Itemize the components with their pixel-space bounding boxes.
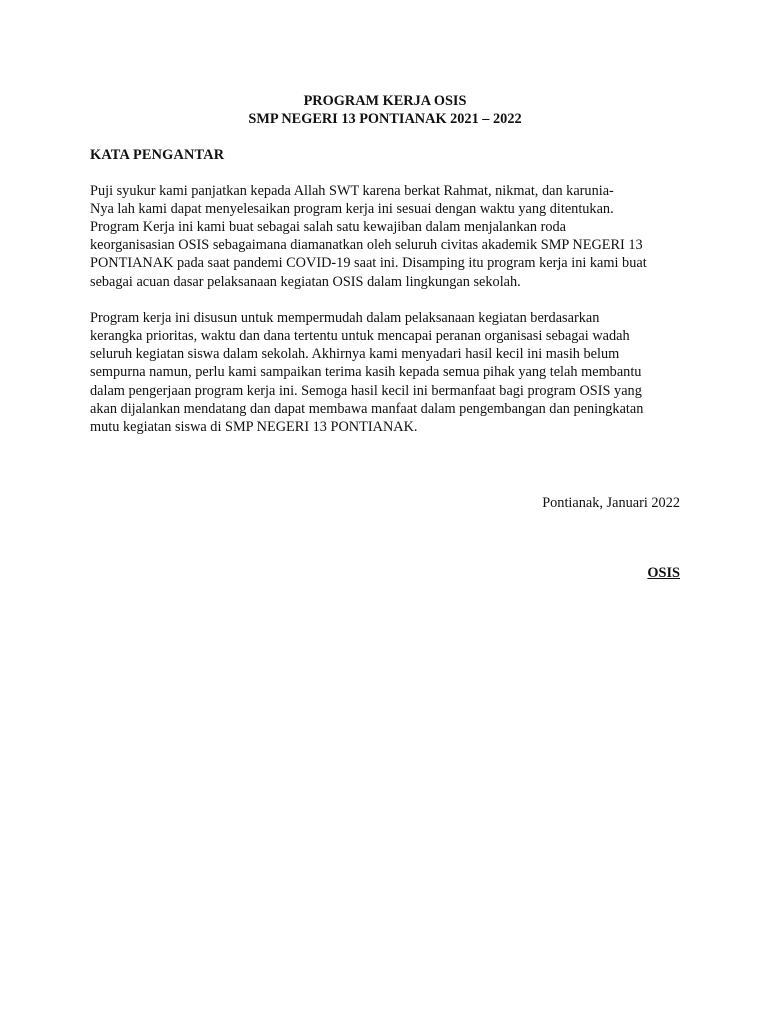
paragraph-line: sempurna namun, perlu kami sampaikan terima kasih kepada semua pihak yang telah membantu (90, 364, 642, 381)
paragraph-line: kerangka prioritas, waktu dan dana tertentu untuk mencapai peranan organisasi sebagai wadah (90, 328, 630, 345)
paragraph-line: sebagai acuan dasar pelaksanaan kegiatan OSIS dalam lingkungan sekolah. (90, 273, 521, 290)
place-and-date: Pontianak, Januari 2022 (542, 495, 680, 512)
paragraph-1 (90, 182, 680, 291)
paragraph-line: PONTIANAK pada saat pandemi COVID-19 saat ini. Disamping itu program kerja ini kami buat (90, 255, 647, 272)
document-page (90, 92, 680, 597)
signature-label: OSIS (647, 565, 680, 582)
paragraph-line: dalam pengerjaan program kerja ini. Semoga hasil kecil ini bermanfaat bagi program OSIS yang (90, 382, 642, 399)
paragraph-line: akan dijalankan mendatang dan dapat membawa manfaat dalam pengembangan dan peningkatan (90, 400, 644, 417)
paragraph-line: mutu kegiatan siswa di SMP NEGERI 13 PONTIANAK. (90, 419, 418, 436)
paragraph-line: Nya lah kami dapat menyelesaikan program kerja ini sesuai dengan waktu yang ditentukan. (90, 200, 614, 217)
paragraph-line: Puji syukur kami panjatkan kepada Allah SWT karena berkat Rahmat, nikmat, dan karunia- (90, 182, 614, 199)
paragraph-line: seluruh kegiatan siswa dalam sekolah. Akhirnya kami menyadari hasil kecil ini masih belum (90, 346, 620, 363)
paragraph-line: Program Kerja ini kami buat sebagai salah satu kewajiban dalam menjalankan roda (90, 219, 566, 236)
document-title-line-1: PROGRAM KERJA OSIS (303, 93, 467, 109)
document-title-line-2: SMP NEGERI 13 PONTIANAK 2021 – 2022 (248, 111, 522, 128)
paragraph-2 (90, 309, 680, 436)
paragraph-line: keorganisasian OSIS sebagaimana diamanatkan oleh seluruh civitas akademik SMP NEGERI 13 (90, 237, 643, 254)
paragraph-line: Program kerja ini disusun untuk mempermudah dalam pelaksanaan kegiatan berdasarkan (90, 309, 600, 326)
section-heading: KATA PENGANTAR (90, 147, 225, 164)
